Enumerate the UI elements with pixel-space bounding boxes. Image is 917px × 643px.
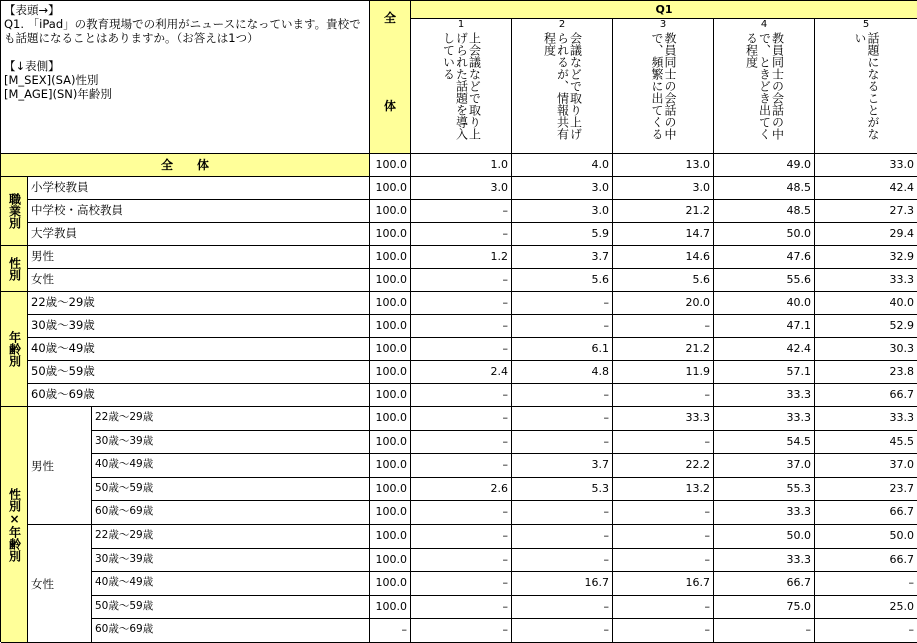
- answer-column-header-3: [613, 19, 714, 154]
- total-value: 100.0: [370, 154, 411, 177]
- answer-value: 13.0: [613, 154, 714, 177]
- subgroup-label: 男性: [28, 407, 92, 525]
- total-value: 100.0: [370, 525, 411, 549]
- answer-column-text: 会議などで取り上げられるが、情報共有程度: [542, 32, 583, 140]
- answer-column-header-2: [512, 19, 613, 154]
- answer-value: 33.3: [815, 407, 917, 431]
- answer-value: –: [411, 525, 512, 549]
- total-value: 100.0: [370, 292, 411, 315]
- answer-value: –: [512, 619, 613, 643]
- answer-value: –: [714, 619, 815, 643]
- answer-value: 11.9: [613, 361, 714, 384]
- answer-value: 21.2: [613, 338, 714, 361]
- answer-value: –: [411, 596, 512, 619]
- cross-group-label: 性別×年齢別: [1, 407, 28, 643]
- answer-value: 33.3: [714, 384, 815, 407]
- answer-value: 48.5: [714, 177, 815, 200]
- answer-value: 55.3: [714, 478, 815, 501]
- table-header-description: 【表頭→】 Q1. 「iPad」の教育現場での利用がニュースになっています。貴校でも話題になることはありますか。（お答えは1つ） 【↓表側】 [M_SEX](SA)性別 [M_AGE](SN)年齢別: [1, 1, 370, 154]
- answer-value: 29.4: [815, 223, 917, 246]
- table-row-label: 大学教員: [28, 223, 370, 246]
- table-row-label: 小学校教員: [28, 177, 370, 200]
- answer-value: 37.0: [815, 454, 917, 478]
- total-value: 100.0: [370, 478, 411, 501]
- answer-value: –: [411, 407, 512, 431]
- answer-value: 66.7: [815, 549, 917, 572]
- answer-value: 2.6: [411, 478, 512, 501]
- total-value: 100.0: [370, 269, 411, 292]
- table-row-label: 60歳～69歳: [28, 384, 370, 407]
- answer-value: –: [815, 572, 917, 596]
- total-value: 100.0: [370, 177, 411, 200]
- total-value: 100.0: [370, 384, 411, 407]
- answer-value: –: [411, 315, 512, 338]
- answer-value: –: [411, 454, 512, 478]
- answer-value: –: [512, 596, 613, 619]
- total-value: 100.0: [370, 501, 411, 525]
- total-value: 100.0: [370, 223, 411, 246]
- answer-value: 66.7: [714, 572, 815, 596]
- answer-value: 3.0: [613, 177, 714, 200]
- answer-value: 45.5: [815, 431, 917, 454]
- answer-value: –: [613, 596, 714, 619]
- answer-value: –: [613, 619, 714, 643]
- total-value: –: [370, 619, 411, 643]
- group-label: 年齢別: [1, 292, 28, 407]
- answer-column-number: 5: [862, 19, 870, 30]
- table-row-label: 30歳～39歳: [92, 431, 370, 454]
- answer-value: 3.7: [512, 246, 613, 269]
- answer-value: –: [613, 431, 714, 454]
- answer-value: 25.0: [815, 596, 917, 619]
- answer-column-text: 上会議などで取り上げられた話題を導入している: [441, 32, 482, 140]
- answer-value: –: [512, 549, 613, 572]
- answer-value: –: [411, 200, 512, 223]
- answer-value: 5.6: [613, 269, 714, 292]
- table-row-label: 50歳～59歳: [92, 478, 370, 501]
- answer-value: 47.1: [714, 315, 815, 338]
- answer-column-text: 教員同士の会話の中で、頻繁に出てくる: [650, 32, 677, 140]
- answer-value: 5.3: [512, 478, 613, 501]
- answer-value: 42.4: [815, 177, 917, 200]
- answer-value: –: [512, 525, 613, 549]
- group-label: 職業別: [1, 177, 28, 246]
- answer-column-text: 話題になることがない: [853, 32, 880, 140]
- table-row-label: 22歳～29歳: [92, 407, 370, 431]
- answer-value: 3.0: [512, 177, 613, 200]
- question-label: Q1: [411, 1, 917, 19]
- answer-value: 3.0: [512, 200, 613, 223]
- answer-column-header-1: [411, 19, 512, 154]
- table-row-label: 40歳～49歳: [92, 572, 370, 596]
- table-row-label: 22歳～29歳: [28, 292, 370, 315]
- answer-value: 42.4: [714, 338, 815, 361]
- total-value: 100.0: [370, 572, 411, 596]
- answer-value: 33.3: [714, 407, 815, 431]
- answer-value: 3.7: [512, 454, 613, 478]
- answer-value: 50.0: [815, 525, 917, 549]
- answer-value: 47.6: [714, 246, 815, 269]
- table-row-label: 40歳～49歳: [28, 338, 370, 361]
- answer-value: –: [411, 338, 512, 361]
- total-value: 100.0: [370, 200, 411, 223]
- answer-value: –: [815, 619, 917, 643]
- table-row-label: 22歳～29歳: [92, 525, 370, 549]
- answer-value: 1.2: [411, 246, 512, 269]
- table-row-label: 男性: [28, 246, 370, 269]
- answer-value: –: [411, 384, 512, 407]
- answer-value: 33.0: [815, 154, 917, 177]
- answer-value: –: [411, 223, 512, 246]
- answer-value: –: [512, 384, 613, 407]
- answer-value: –: [411, 501, 512, 525]
- answer-value: 23.7: [815, 478, 917, 501]
- answer-value: 40.0: [714, 292, 815, 315]
- answer-value: –: [613, 384, 714, 407]
- answer-value: –: [512, 501, 613, 525]
- total-column-header: 全 体: [370, 1, 411, 154]
- overall-row-label: 全 体: [1, 154, 370, 177]
- table-row-label: 女性: [28, 269, 370, 292]
- answer-value: –: [411, 292, 512, 315]
- answer-column-number: 2: [558, 19, 566, 30]
- answer-value: –: [411, 572, 512, 596]
- answer-value: 30.3: [815, 338, 917, 361]
- total-value: 100.0: [370, 407, 411, 431]
- answer-value: –: [512, 315, 613, 338]
- table-row-label: 50歳～59歳: [28, 361, 370, 384]
- subgroup-label: 女性: [28, 525, 92, 643]
- total-value: 100.0: [370, 315, 411, 338]
- answer-value: 4.0: [512, 154, 613, 177]
- answer-value: 54.5: [714, 431, 815, 454]
- answer-value: –: [512, 431, 613, 454]
- answer-value: 33.3: [815, 269, 917, 292]
- total-value: 100.0: [370, 338, 411, 361]
- answer-value: 52.9: [815, 315, 917, 338]
- answer-value: 32.9: [815, 246, 917, 269]
- answer-value: 33.3: [613, 407, 714, 431]
- answer-value: 13.2: [613, 478, 714, 501]
- answer-value: 40.0: [815, 292, 917, 315]
- answer-value: 66.7: [815, 501, 917, 525]
- table-row-label: 中学校・高校教員: [28, 200, 370, 223]
- answer-value: 1.0: [411, 154, 512, 177]
- answer-value: 2.4: [411, 361, 512, 384]
- answer-value: 33.3: [714, 549, 815, 572]
- answer-value: 20.0: [613, 292, 714, 315]
- answer-column-number: 4: [760, 19, 768, 30]
- table-row-label: 60歳～69歳: [92, 619, 370, 643]
- answer-value: 33.3: [714, 501, 815, 525]
- table-row-label: 60歳～69歳: [92, 501, 370, 525]
- answer-value: 50.0: [714, 525, 815, 549]
- answer-value: 27.3: [815, 200, 917, 223]
- table-row-label: 40歳～49歳: [92, 454, 370, 478]
- total-value: 100.0: [370, 454, 411, 478]
- answer-column-text: 教員同士の会話の中で、ときどき出てくる程度: [744, 32, 785, 140]
- answer-value: 75.0: [714, 596, 815, 619]
- answer-column-header-4: [714, 19, 815, 154]
- total-value: 100.0: [370, 361, 411, 384]
- answer-value: 6.1: [512, 338, 613, 361]
- answer-value: 48.5: [714, 200, 815, 223]
- answer-value: –: [613, 501, 714, 525]
- answer-value: –: [613, 525, 714, 549]
- answer-value: 22.2: [613, 454, 714, 478]
- answer-value: –: [613, 315, 714, 338]
- total-value: 100.0: [370, 246, 411, 269]
- answer-value: 3.0: [411, 177, 512, 200]
- answer-value: 23.8: [815, 361, 917, 384]
- answer-column-header-5: [815, 19, 917, 154]
- answer-value: 49.0: [714, 154, 815, 177]
- table-row-label: 30歳～39歳: [28, 315, 370, 338]
- answer-column-number: 1: [457, 19, 465, 30]
- answer-value: –: [613, 549, 714, 572]
- table-row-label: 30歳～39歳: [92, 549, 370, 572]
- answer-value: 14.6: [613, 246, 714, 269]
- answer-value: 55.6: [714, 269, 815, 292]
- answer-value: 66.7: [815, 384, 917, 407]
- answer-value: –: [411, 269, 512, 292]
- answer-value: 21.2: [613, 200, 714, 223]
- total-value: 100.0: [370, 431, 411, 454]
- answer-value: 4.8: [512, 361, 613, 384]
- answer-value: 14.7: [613, 223, 714, 246]
- answer-value: 57.1: [714, 361, 815, 384]
- answer-value: –: [512, 292, 613, 315]
- answer-value: –: [512, 407, 613, 431]
- group-label: 性別: [1, 246, 28, 292]
- answer-value: 37.0: [714, 454, 815, 478]
- answer-value: –: [411, 619, 512, 643]
- answer-value: 5.9: [512, 223, 613, 246]
- total-value: 100.0: [370, 596, 411, 619]
- answer-value: 50.0: [714, 223, 815, 246]
- answer-column-number: 3: [659, 19, 667, 30]
- total-value: 100.0: [370, 549, 411, 572]
- answer-value: 16.7: [613, 572, 714, 596]
- answer-value: 16.7: [512, 572, 613, 596]
- answer-value: –: [411, 431, 512, 454]
- answer-value: 5.6: [512, 269, 613, 292]
- table-row-label: 50歳～59歳: [92, 596, 370, 619]
- answer-value: –: [411, 549, 512, 572]
